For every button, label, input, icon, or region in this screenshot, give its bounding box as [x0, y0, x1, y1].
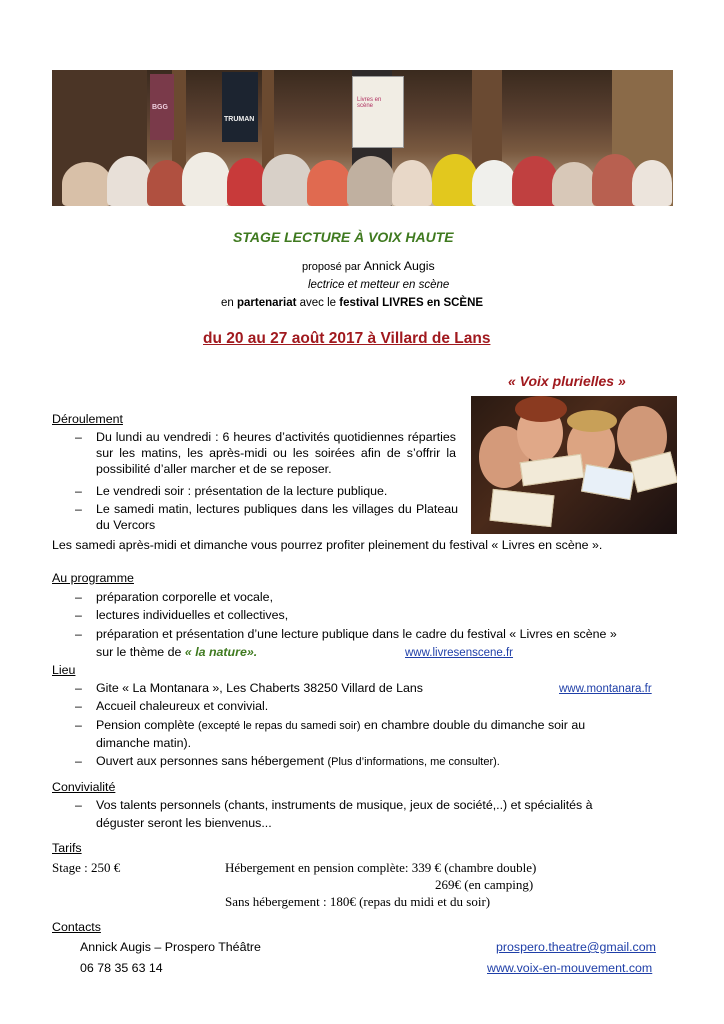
tarif-stage: Stage : 250 € [52, 860, 121, 875]
bullet-dash: – [75, 798, 82, 812]
montanara-link[interactable]: www.montanara.fr [559, 683, 652, 695]
contact-web-link[interactable]: www.voix-en-mouvement.com [487, 961, 653, 975]
poster-left: BGG [150, 74, 174, 140]
festival-name: festival LIVRES en SCÈNE [339, 297, 484, 309]
ouvert-b: (Plus d’informations, me consulter). [327, 756, 500, 768]
contacts-heading: Contacts [52, 920, 101, 934]
bullet-dash: – [75, 590, 82, 604]
pension-b: (excepté le repas du samedi soir) [197, 720, 361, 732]
bullet-dash: – [75, 430, 82, 444]
role: lectrice et metteur en scène [308, 279, 450, 291]
tarifs-heading: Tarifs [52, 841, 82, 855]
ouvert [96, 753, 500, 770]
accueil: Accueil chaleureux et convivial. [96, 699, 269, 713]
programme-item-2: lectures individuelles et collectives, [96, 608, 289, 622]
convivialite-line-2: déguster seront les bienvenus... [96, 816, 272, 830]
subtitle: « Voix plurielles » [508, 373, 626, 389]
theme-prefix: sur le thème de [96, 645, 185, 659]
proposed-name: Annick Augis [363, 259, 435, 273]
programme-heading: Au programme [52, 571, 134, 585]
tarif-sans-hebergement: Sans hébergement : 180€ (repas du midi et du soir) [225, 894, 491, 909]
pension-d: dimanche matin). [96, 736, 192, 750]
tarif-hebergement: Hébergement en pension complète: 339 € (chambre double) [225, 860, 537, 875]
bullet-dash: – [75, 681, 82, 695]
bullet-dash: – [75, 484, 82, 498]
bullet-dash: – [75, 699, 82, 713]
proposed-prefix: proposé par [302, 261, 364, 273]
deroulement-item-3: Le samedi matin, lectures publiques dans les villages du Plateau du Vercors [96, 502, 458, 532]
pension-a: Pension complète [96, 718, 198, 732]
partner-line [221, 295, 483, 311]
ouvert-a: Ouvert aux personnes sans hébergement [96, 754, 328, 768]
contact-name: Annick Augis – Prospero Théâtre [80, 940, 261, 954]
deroulement-item-1: Du lundi au vendredi : 6 heures d’activités quotidiennes réparties sur les matins, les après-midi ou les soirées afin de s’offrir la possibilité d’aller marcher et de se reposer. [96, 430, 456, 476]
tarif-camping: 269€ (en camping) [435, 877, 534, 892]
page-title: STAGE LECTURE À VOIX HAUTE [233, 229, 454, 245]
bullet-dash: – [75, 718, 82, 732]
deroulement-item-2: Le vendredi soir : présentation de la lecture publique. [96, 484, 388, 498]
pension-c: en chambre double du dimanche soir au [360, 718, 586, 732]
programme-theme [96, 644, 257, 660]
bullet-dash: – [75, 754, 82, 768]
poster-right: Livres en scène [352, 76, 404, 148]
lieu-heading: Lieu [52, 663, 76, 677]
pension [96, 717, 585, 734]
dates: du 20 au 27 août 2017 à Villard de Lans [203, 330, 491, 347]
partner-p3: avec le [296, 297, 340, 309]
livresenscene-link[interactable]: www.livresenscene.fr [405, 647, 514, 659]
theme: « la nature». [184, 645, 258, 659]
deroulement-heading: Déroulement [52, 412, 123, 426]
bullet-dash: – [75, 608, 82, 622]
programme-item-1: préparation corporelle et vocale, [96, 590, 274, 604]
partner-p1: en [221, 297, 237, 309]
voix-plurielles-photo [471, 396, 677, 534]
gite-address: Gite « La Montanara », Les Chaberts 38250 Villard de Lans [96, 681, 423, 695]
deroulement-note: Les samedi après-midi et dimanche vous pourrez profiter pleinement du festival « Livres en scène ». [52, 538, 603, 552]
banner-photo [52, 70, 673, 206]
partner-word: partenariat [237, 297, 297, 309]
proposed-by [302, 258, 435, 275]
convivialite-heading: Convivialité [52, 780, 116, 794]
bullet-dash: – [75, 627, 82, 641]
bullet-dash: – [75, 502, 82, 516]
programme-item-3: préparation et présentation d’une lecture publique dans le cadre du festival « Livres en scène » [96, 627, 617, 641]
contact-email-link[interactable]: prospero.theatre@gmail.com [496, 940, 656, 954]
contact-phone: 06 78 35 63 14 [80, 961, 163, 975]
poster-mid: TRUMAN [222, 72, 258, 142]
convivialite-line-1: Vos talents personnels (chants, instruments de musique, jeux de société,..) et spécialités à [96, 798, 593, 812]
